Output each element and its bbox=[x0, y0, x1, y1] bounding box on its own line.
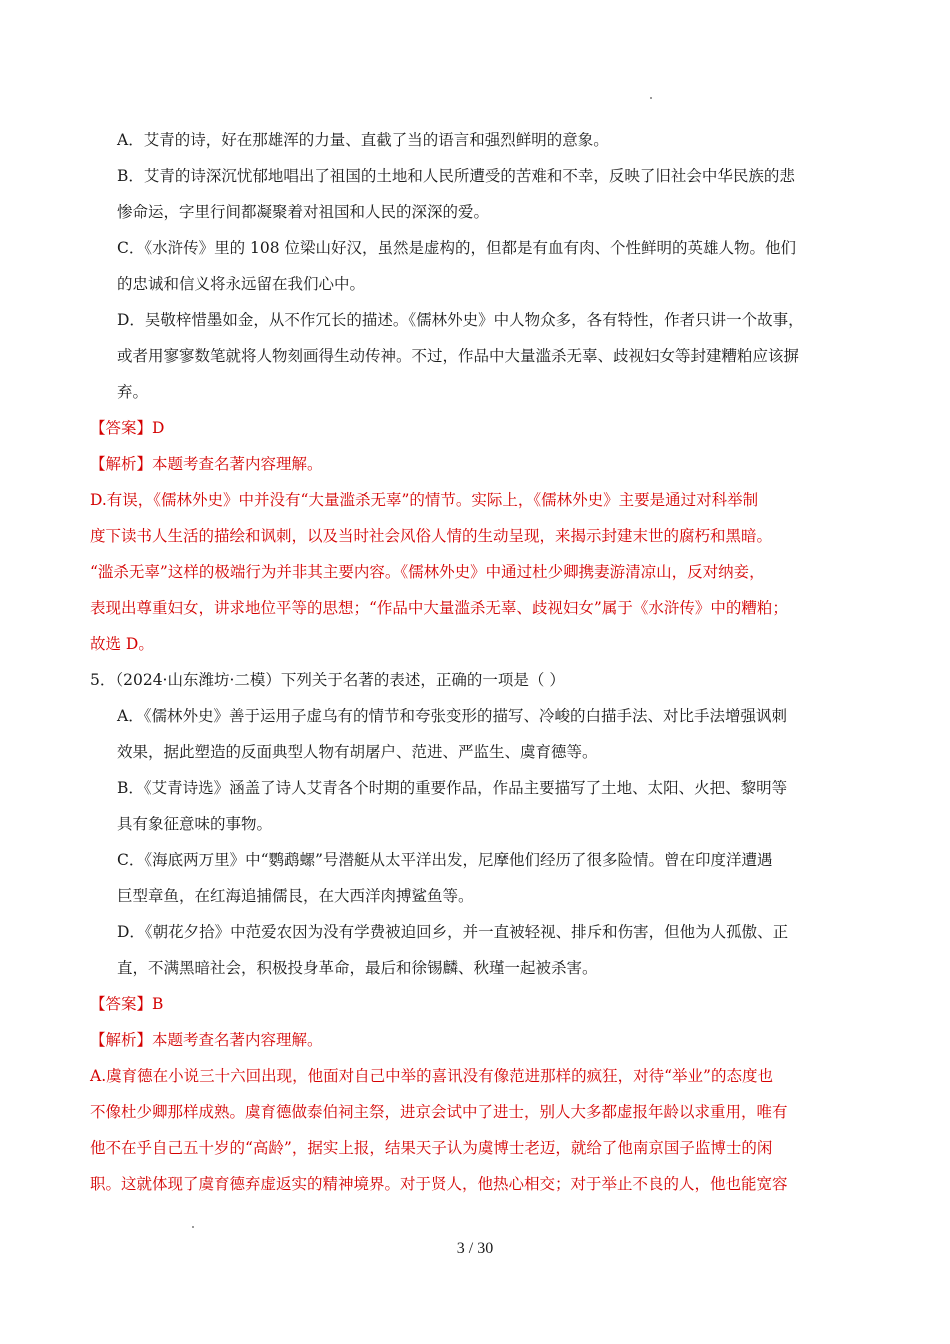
page-number: 3 / 30 bbox=[456, 1240, 494, 1257]
q4-analysis-line1: D.有误，《儒林外史》中并没有“大量滥杀无辜”的情节。实际上，《儒林外史》主要是通过对科举制 bbox=[90, 491, 759, 509]
q5-option-d-line1: D．《朝花夕拾》中范爱农因为没有学费被迫回乡，并一直被轻视、排斥和伤害，但他为人孤傲、正 bbox=[117, 923, 789, 941]
q4-option-d-line2: 或者用寥寥数笔就将人物刻画得生动传神。不过，作品中大量滥杀无辜、歧视妇女等封建糟粕应该摒 bbox=[117, 347, 800, 365]
q5-option-a-line1: A．《儒林外史》善于运用子虚乌有的情节和夸张变形的描写、冷峻的白描手法、对比手法增强讽刺 bbox=[117, 707, 787, 725]
scan-speck bbox=[192, 1226, 194, 1228]
q5-analysis-line1: A.虞育德在小说三十六回出现，他面对自己中举的喜讯没有像范进那样的疯狂，对待“举业”的态度也 bbox=[90, 1067, 773, 1085]
q4-option-c-line2: 的忠诚和信义将永远留在我们心中。 bbox=[117, 275, 366, 293]
answer-label: 【答案】 bbox=[90, 419, 153, 437]
q5-option-c-line1: C．《海底两万里》中“鹦鹉螺”号潜艇从太平洋出发，尼摩他们经历了很多险情。曾在印度洋遭遇 bbox=[117, 851, 773, 869]
q4-option-d-line3: 弃。 bbox=[117, 383, 149, 401]
page-content bbox=[90, 122, 860, 1202]
answer-value: B bbox=[152, 995, 164, 1013]
q5-option-a-line2: 效果，据此塑造的反面典型人物有胡屠户、范进、严监生、虞育德等。 bbox=[117, 743, 598, 761]
q4-analysis-line2: 度下读书人生活的描绘和讽刺，以及当时社会风俗人情的生动呈现，来揭示封建末世的腐朽和黑暗。 bbox=[90, 527, 773, 545]
scan-speck bbox=[650, 97, 652, 99]
q5-analysis bbox=[90, 1022, 860, 1058]
q4-analysis-line3: “滥杀无辜”这样的极端行为并非其主要内容。《儒林外史》中通过杜少卿携妻游清凉山，反对纳妾， bbox=[90, 563, 765, 581]
q4-option-b-line2: 惨命运，字里行间都凝聚着对祖国和人民的深深的爱。 bbox=[117, 203, 490, 221]
q4-answer bbox=[90, 410, 860, 446]
q4-analysis bbox=[90, 446, 860, 482]
q5-analysis-line4: 职。这就体现了虞育德弃虚返实的精神境界。对于贤人，他热心相交；对于举止不良的人，他也能宽容 bbox=[90, 1175, 788, 1193]
q5-option-b-line1: B．《艾青诗选》涵盖了诗人艾青各个时期的重要作品，作品主要描写了土地、太阳、火把、黎明等 bbox=[117, 779, 788, 797]
q5-option-b-line2: 具有象征意味的事物。 bbox=[117, 815, 273, 833]
q5-stem: 5．（2024·山东潍坊·二模）下列关于名著的表述，正确的一项是（ ） bbox=[90, 671, 565, 689]
analysis-label: 【解析】 bbox=[90, 1031, 153, 1049]
answer-value: D bbox=[152, 419, 165, 437]
q5-analysis-line3: 他不在乎自己五十岁的“高龄”，据实上报，结果天子认为虞博士老迈，就给了他南京国子监博士的闲 bbox=[90, 1139, 773, 1157]
q5-analysis-line2: 不像杜少卿那样成熟。虞育德做泰伯祠主祭，进京会试中了进士，别人大多都虚报年龄以求重用，唯有 bbox=[90, 1103, 788, 1121]
q4-option-b-line1: B．艾青的诗深沉忧郁地唱出了祖国的土地和人民所遭受的苦难和不幸，反映了旧社会中华民族的悲 bbox=[117, 167, 795, 185]
q4-option-d-line1: D．吴敬梓惜墨如金，从不作冗长的描述。《儒林外史》中人物众多，各有特性，作者只讲一个故事， bbox=[117, 311, 804, 329]
analysis-intro: 本题考查名著内容理解。 bbox=[152, 455, 323, 473]
q4-option-a: A．艾青的诗，好在那雄浑的力量、直截了当的语言和强烈鲜明的意象。 bbox=[117, 131, 609, 149]
answer-label: 【答案】 bbox=[90, 995, 153, 1013]
q4-analysis-line4: 表现出尊重妇女，讲求地位平等的思想；“作品中大量滥杀无辜、歧视妇女”属于《水浒传》中的糟粕； bbox=[90, 599, 788, 617]
q4-analysis-line5: 故选 D。 bbox=[90, 635, 154, 653]
q5-answer bbox=[90, 986, 860, 1022]
q5-option-d-line2: 直，不满黑暗社会，积极投身革命，最后和徐锡麟、秋瑾一起被杀害。 bbox=[117, 959, 598, 977]
q5-option-c-line2: 巨型章鱼，在红海追捕儒艮，在大西洋肉搏鲨鱼等。 bbox=[117, 887, 474, 905]
analysis-intro: 本题考查名著内容理解。 bbox=[152, 1031, 323, 1049]
q4-option-c-line1: C．《水浒传》里的 108 位梁山好汉，虽然是虚构的，但都是有血有肉、个性鲜明的英雄人物。他们 bbox=[117, 239, 797, 257]
analysis-label: 【解析】 bbox=[90, 455, 153, 473]
